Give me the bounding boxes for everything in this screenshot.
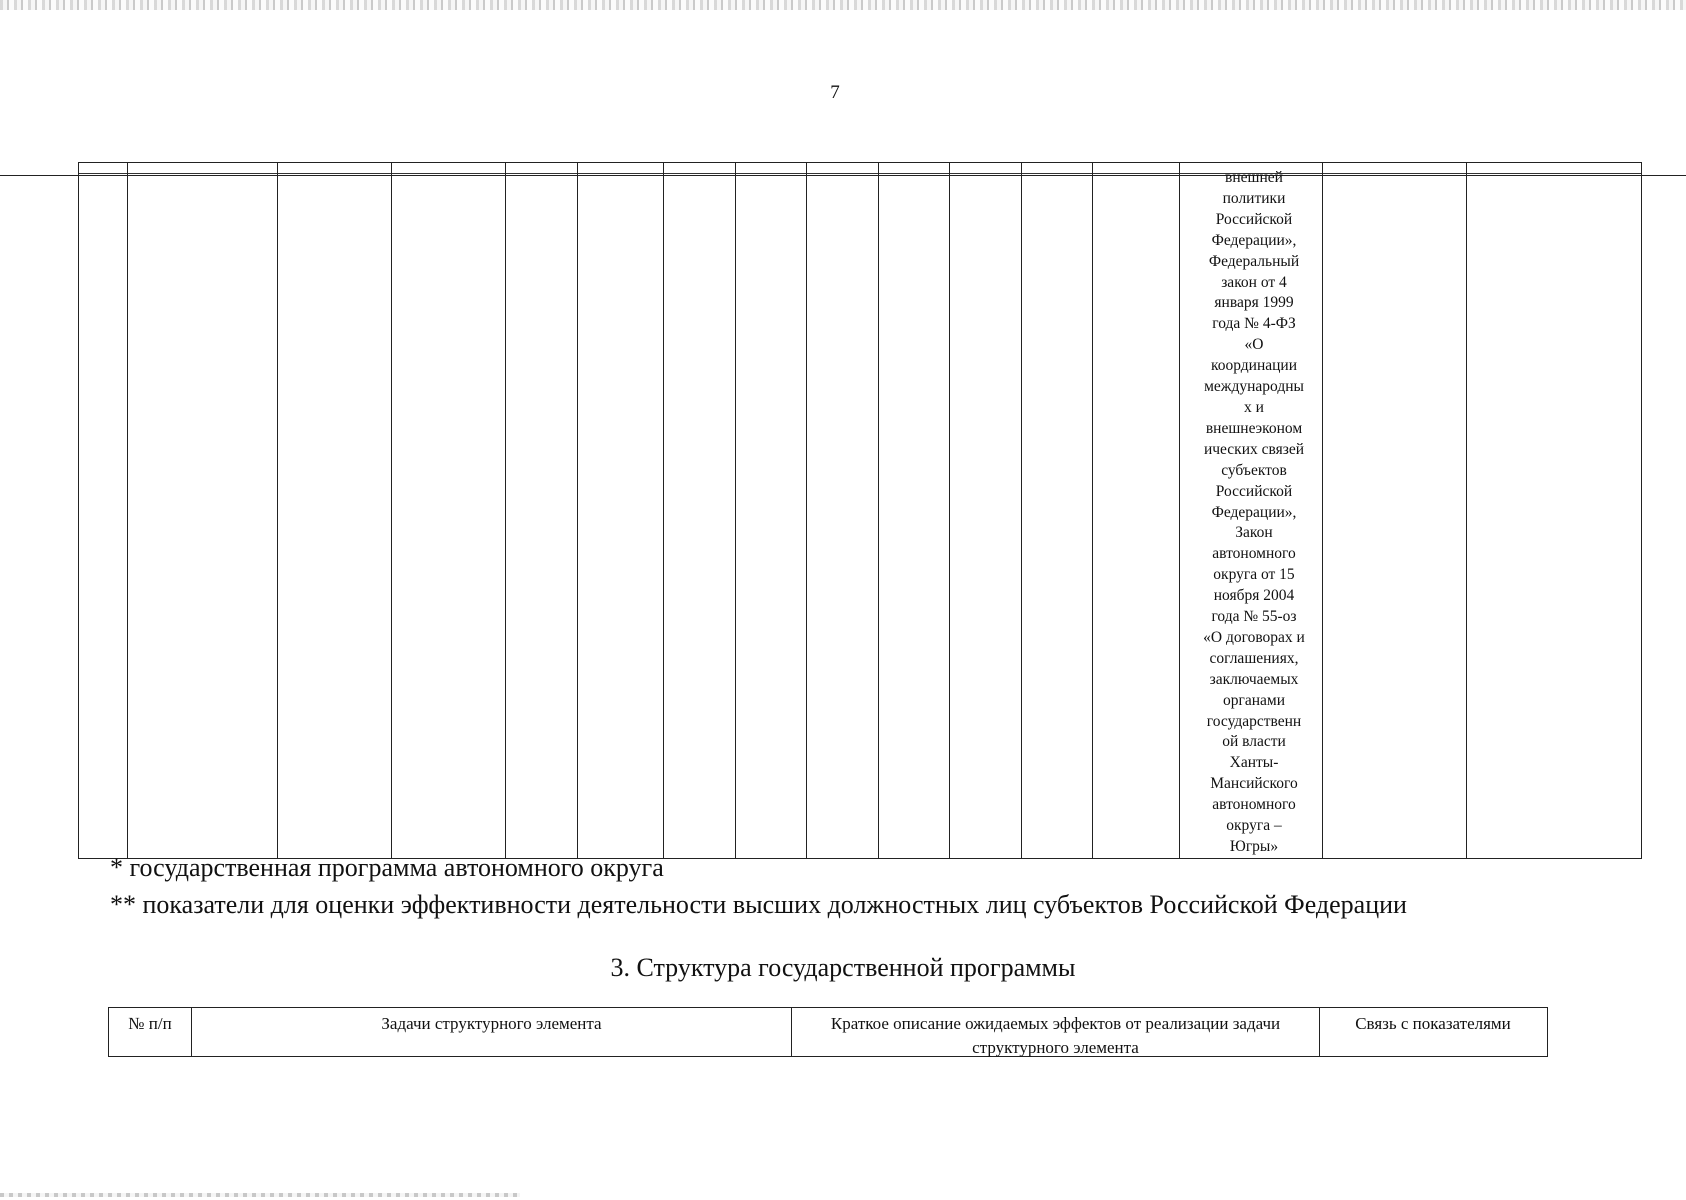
legal-basis-line: государственн [1206, 712, 1302, 730]
legal-basis-line: округа от 15 [1213, 566, 1295, 584]
scan-edge-bottom [0, 1193, 520, 1197]
header-number: № п/п [128, 1014, 172, 1033]
table-column-divider [1466, 163, 1467, 858]
legal-basis-line: ой власти [1222, 733, 1286, 751]
legal-basis-line: «О договорах и [1203, 628, 1305, 646]
table-column-divider [127, 163, 128, 858]
header-indicators-link: Связь с показателями [1319, 1008, 1546, 1056]
legal-basis-line: округа – [1226, 817, 1282, 835]
table-column-divider [277, 163, 278, 858]
page-number: 7 [830, 82, 840, 103]
header-tasks: Задачи структурного элемента [191, 1008, 791, 1056]
table-column-divider [663, 163, 664, 858]
legal-basis-line: автономного [1212, 796, 1296, 814]
section-title: 3. Структура государственной программы [610, 953, 1076, 982]
legal-basis-cell [1184, 168, 1324, 858]
legal-basis-line: политики [1222, 189, 1286, 207]
legal-basis-line: внешней [1225, 169, 1283, 186]
legal-basis-line: заключаемых [1209, 670, 1299, 688]
footnote-mark: * [110, 853, 123, 882]
legal-basis-line: субъектов [1221, 461, 1287, 479]
structure-table [108, 1007, 1548, 1057]
continued-table [78, 162, 1642, 859]
legal-basis-line: ических связей [1203, 440, 1305, 458]
table-column-divider [806, 163, 807, 858]
legal-basis-line: года № 4-ФЗ [1212, 315, 1296, 333]
legal-basis-line: Российской [1215, 210, 1293, 228]
legal-basis-line: «О [1244, 336, 1264, 354]
legal-basis-line: января 1999 [1214, 294, 1294, 312]
legal-basis-line: соглашениях, [1209, 649, 1299, 667]
legal-basis-line: Российской [1215, 482, 1293, 500]
footnote-program [110, 853, 664, 883]
legal-basis-line: Закон [1235, 524, 1273, 542]
legal-basis-line: года № 55-оз [1211, 608, 1297, 626]
legal-basis-line: ноября 2004 [1213, 587, 1295, 605]
legal-basis-line: Федерации», [1211, 503, 1297, 521]
table-column-divider [505, 163, 506, 858]
footnote-mark: ** [110, 890, 136, 919]
table-column-divider [949, 163, 950, 858]
table-column-divider [735, 163, 736, 858]
footnote-indicators [110, 890, 1407, 920]
header-effects: Краткое описание ожидаемых эффектов от реализации задачи структурного элемента [791, 1008, 1319, 1056]
table-column-divider [1179, 163, 1180, 858]
footnote-text: показатели для оценки эффективности деятельности высших должностных лиц субъектов Российской Федерации [142, 890, 1407, 919]
legal-basis-line: Федеральный [1208, 252, 1300, 270]
legal-basis-line: органами [1222, 691, 1285, 709]
table-column-divider [1021, 163, 1022, 858]
legal-basis-line: Федерации», [1211, 231, 1297, 249]
legal-basis-line: закон от 4 [1221, 273, 1287, 291]
legal-basis-line: Мансийского [1210, 775, 1298, 793]
legal-basis-line: автономного [1212, 545, 1296, 563]
legal-basis-line: Югры» [1229, 838, 1279, 855]
legal-basis-line: Ханты- [1229, 754, 1279, 772]
table-top-band [79, 163, 1641, 174]
legal-basis-line: внешнеэконом [1205, 419, 1303, 437]
legal-basis-line: координации [1210, 357, 1298, 375]
legal-basis-line: х и [1244, 398, 1264, 416]
table-column-divider [577, 163, 578, 858]
table-column-divider [391, 163, 392, 858]
legal-basis-line: международны [1204, 378, 1304, 396]
footnote-text: государственная программа автономного округа [129, 853, 664, 882]
scan-edge-top [0, 0, 1686, 10]
table-column-divider [1092, 163, 1093, 858]
table-column-divider [878, 163, 879, 858]
